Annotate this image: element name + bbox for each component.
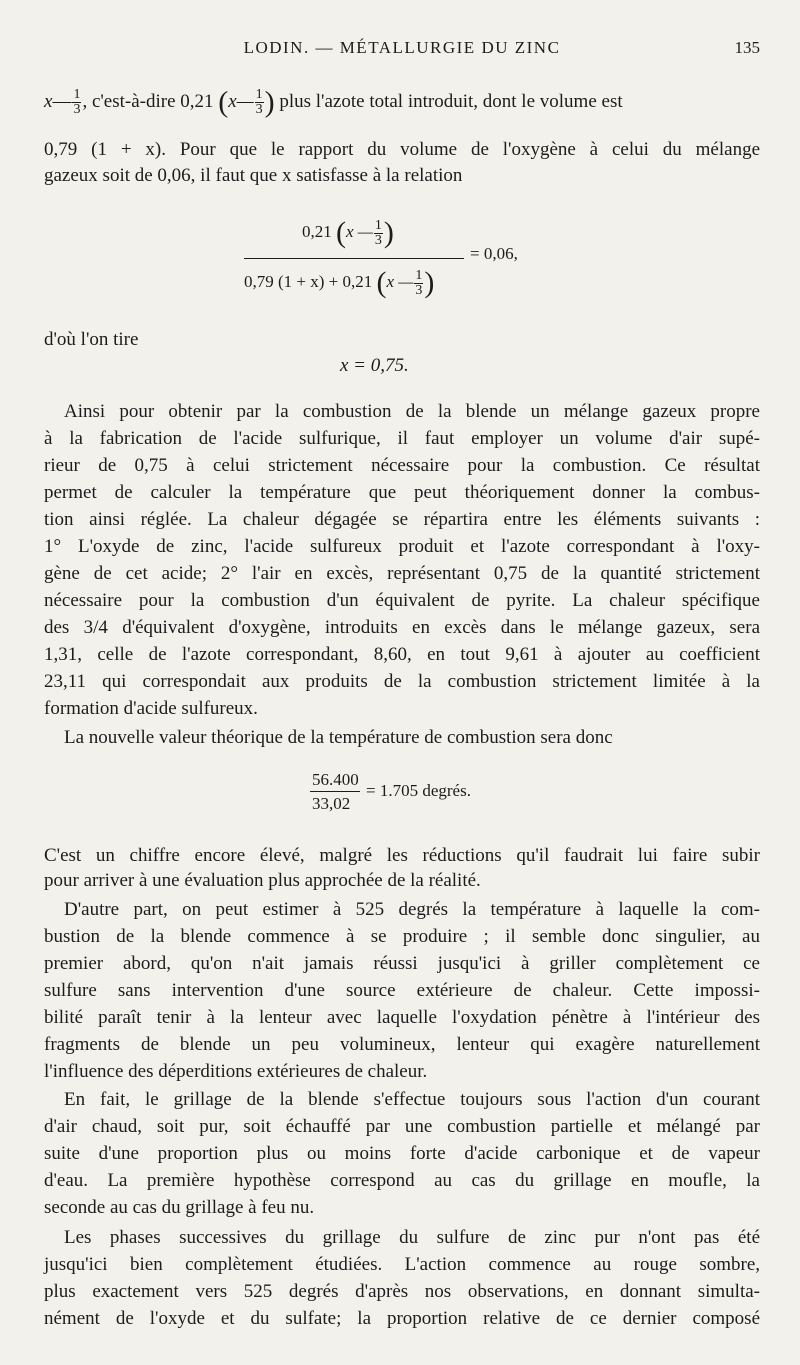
p1-x: x [44, 90, 53, 112]
p7-line: jusqu'ici bien complètement étudiées. L'action commence au rouge sombre, [44, 1254, 760, 1275]
p7-line: plus exactement vers 525 degrés d'après nos observations, en donnant simulta- [44, 1281, 760, 1302]
p2-line: à la fabrication de l'acide sulfurique, il faut employer un volume d'air supé- [44, 428, 760, 449]
eq2-numerator: 56.400 [312, 770, 359, 789]
eq2-fraction-bar [310, 791, 360, 792]
p2-line: rieur de 0,75 à celui strictement nécessaire pour la combustion. Ce résultat [44, 455, 760, 476]
eq1-denominator: 0,79 (1 + x) + 0,21 (x — $\frac{1}{3}$ ) [244, 266, 435, 299]
dou-line: d'où l'on tire [44, 329, 139, 350]
eq1-fraction-bar [244, 258, 464, 259]
p2-line: nécessaire pour la combustion d'un équivalent de pyrite. La chaleur spécifique [44, 590, 760, 611]
p2-line: des 3/4 d'équivalent d'oxygène, introduits en excès dans le mélange gazeux, sera [44, 617, 760, 638]
p2-line: 1° L'oxyde de zinc, l'acide sulfureux produit et l'azote correspondant à l'oxy- [44, 536, 760, 557]
p4-line: C'est un chiffre encore élevé, malgré les réductions qu'il faudrait lui faire subir [44, 845, 760, 866]
p2-line: Ainsi pour obtenir par la combustion de la blende un mélange gazeux propre [64, 401, 760, 422]
eq1-numerator: 0,21 (x — $\frac{1}{3}$ ) [302, 216, 394, 249]
p1-minus: — [52, 90, 72, 112]
p2-line: permet de calculer la température que peut théoriquement donner la combus- [44, 482, 760, 503]
p2-line: gène de cet acide; 2° l'air en excès, représentant 0,75 de la quantité strictement [44, 563, 760, 584]
eq2-denominator: 33,02 [312, 794, 351, 813]
paragraph-3: La nouvelle valeur théorique de la température de combustion sera donc [64, 727, 613, 748]
p6-last-line: seconde au cas du grillage à feu nu. [44, 1197, 315, 1218]
p1-inner-x: x— [228, 90, 254, 112]
p7-line: Les phases successives du grillage du sulfure de zinc pur n'ont pas été [64, 1227, 760, 1248]
p5-line: premier abord, qu'on n'ait jamais réussi jusqu'ici à griller complètement ce [44, 953, 760, 974]
p2-line: 23,11 qui correspondait aux produits de la combustion strictement limitée à la [44, 671, 760, 692]
p5-line: D'autre part, on peut estimer à 525 degrés la température à laquelle la com- [64, 899, 760, 920]
p1-line1: x— $\frac{1}{3}$ , c'est-à-dire 0,21 (x— $\frac{1}{3}$ ) plus l'azote total introduit, dont le volume est [44, 85, 623, 119]
running-title: LODIN. — MÉTALLURGIE DU ZINC [243, 38, 561, 57]
p6-line: d'eau. La première hypothèse correspond au cas du grillage en moufle, la [44, 1170, 760, 1191]
p5-last-line: l'influence des déperditions extérieures de chaleur. [44, 1061, 428, 1082]
eq1-equals: = 0,06, [470, 244, 518, 263]
p5-line: sulfure sans intervention d'une source extérieure de chaleur. Cette impossi- [44, 980, 760, 1001]
p5-line: bilité paraît tenir à la lenteur avec laquelle l'oxydation pénètre à l'intérieur des [44, 1007, 760, 1028]
one-third-fraction: $\frac{1}{3}$ [73, 87, 81, 117]
p7-line: nément de l'oxyde et du sulfate; la proportion relative de ce dernier composé [44, 1308, 760, 1329]
p6-line: d'air chaud, soit pur, soit échauffé par une combustion partielle et mélangé par [44, 1116, 760, 1137]
p1-text-a: , c'est-à-dire 0,21 [82, 90, 214, 112]
p5-line: fragments de blende un peu volumineux, lenteur qui exagère naturellement [44, 1034, 760, 1055]
p6-line: En fait, le grillage de la blende s'effectue toujours sous l'action d'un courant [64, 1089, 760, 1110]
eq2-result: = 1.705 degrés. [366, 781, 471, 800]
p2-last-line: formation d'acide sulfureux. [44, 698, 258, 719]
p2-line: 1,31, celle de l'azote correspondant, 8,60, en tout 9,61 à ajouter au coefficient [44, 644, 760, 665]
p2-line: tion ainsi réglée. La chaleur dégagée se répartira entre les éléments suivants : [44, 509, 760, 530]
p6-line: suite d'une proportion plus ou moins forte d'acide carbonique et de vapeur [44, 1143, 760, 1164]
result-x: x = 0,75. [340, 355, 409, 376]
one-third-fraction-2: $\frac{1}{3}$ [255, 87, 263, 117]
p1-line3: gazeux soit de 0,06, il faut que x satisfasse à la relation [44, 165, 463, 186]
p5-line: bustion de la blende commence à se produire ; il semble donc singulier, au [44, 926, 760, 947]
p1-text-b: plus l'azote total introduit, dont le volume est [279, 90, 623, 112]
page-header [44, 38, 760, 62]
p4-last-line: pour arriver à une évaluation plus approchée de la réalité. [44, 870, 481, 891]
page-number: 135 [734, 38, 760, 57]
p1-line2: 0,79 (1 + x). Pour que le rapport du volume de l'oxygène à celui du mélange [44, 139, 760, 160]
